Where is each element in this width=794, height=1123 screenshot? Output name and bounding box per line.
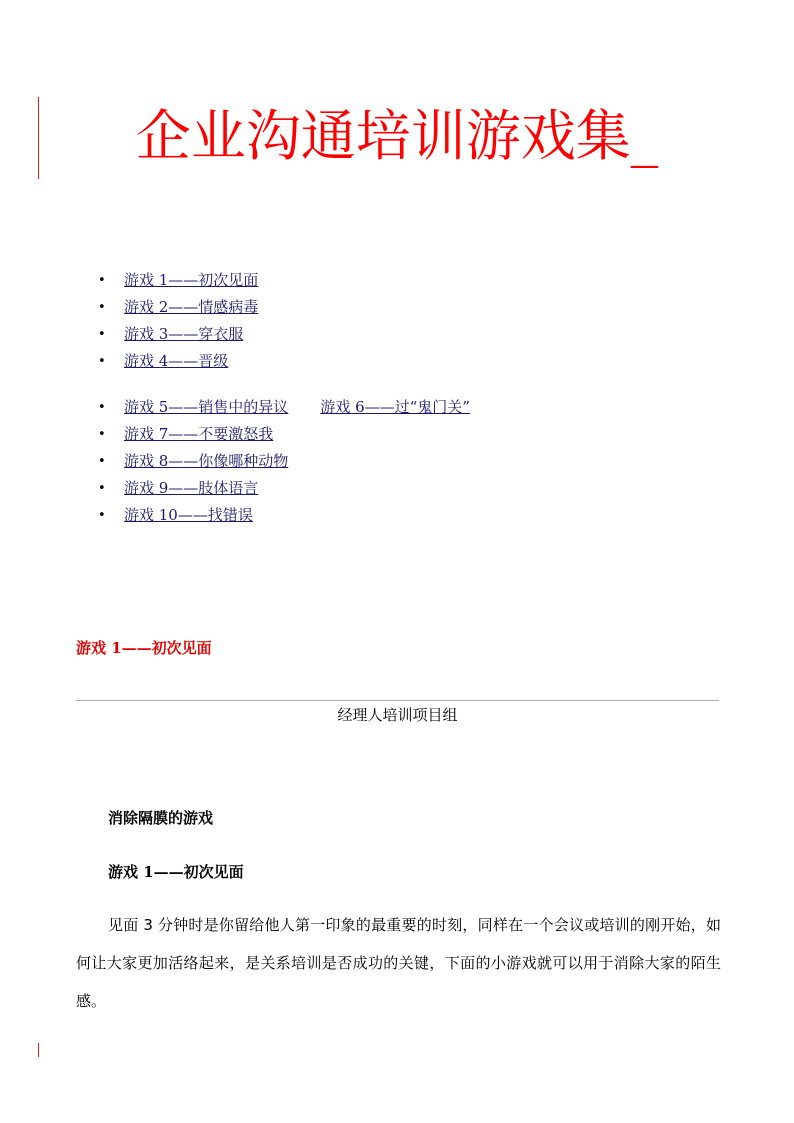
toc-link-game-5[interactable]: 游戏 5——销售中的异议 <box>124 398 289 416</box>
table-of-contents-group-1 <box>96 267 258 375</box>
toc-item <box>96 475 470 502</box>
toc-link-game-7[interactable]: 游戏 7——不要激怒我 <box>124 425 274 443</box>
header-divider <box>76 700 719 701</box>
table-of-contents-group-2 <box>96 394 470 529</box>
toc-item <box>96 502 470 529</box>
margin-marker-bottom <box>38 1043 39 1057</box>
toc-link-game-4[interactable]: 游戏 4——晋级 <box>124 352 229 370</box>
toc-link-game-10[interactable]: 游戏 10——找错误 <box>124 506 253 524</box>
subheading-icebreaker: 消除隔膜的游戏 <box>108 809 214 827</box>
toc-item <box>96 267 258 294</box>
toc-item <box>96 294 258 321</box>
toc-link-game-8[interactable]: 游戏 8——你像哪种动物 <box>124 452 289 470</box>
toc-link-game-9[interactable]: 游戏 9——肢体语言 <box>124 479 259 497</box>
body-paragraph: 见面 3 分钟时是你留给他人第一印象的最重要的时刻，同样在一个会议或培训的刚开始，如何让大家更加活络起来，是关系培训是否成功的关键，下面的小游戏就可以用于消除大家的陌生感。 <box>76 916 721 1010</box>
toc-link-game-1[interactable]: 游戏 1——初次见面 <box>124 271 259 289</box>
toc-item <box>96 394 470 421</box>
toc-link-game-2[interactable]: 游戏 2——情感病毒 <box>124 298 259 316</box>
document-title: 企业沟通培训游戏集_ <box>135 104 659 168</box>
toc-item <box>96 421 470 448</box>
toc-item <box>96 321 258 348</box>
toc-item <box>96 448 470 475</box>
toc-link-game-6[interactable]: 游戏 6——过“鬼门关” <box>320 398 470 416</box>
toc-item <box>96 348 258 375</box>
subheading-game-1: 游戏 1——初次见面 <box>108 863 244 881</box>
page-header-text: 经理人培训项目组 <box>337 706 458 724</box>
toc-link-game-3[interactable]: 游戏 3——穿衣服 <box>124 325 244 343</box>
section-heading: 游戏 1——初次见面 <box>76 639 212 657</box>
